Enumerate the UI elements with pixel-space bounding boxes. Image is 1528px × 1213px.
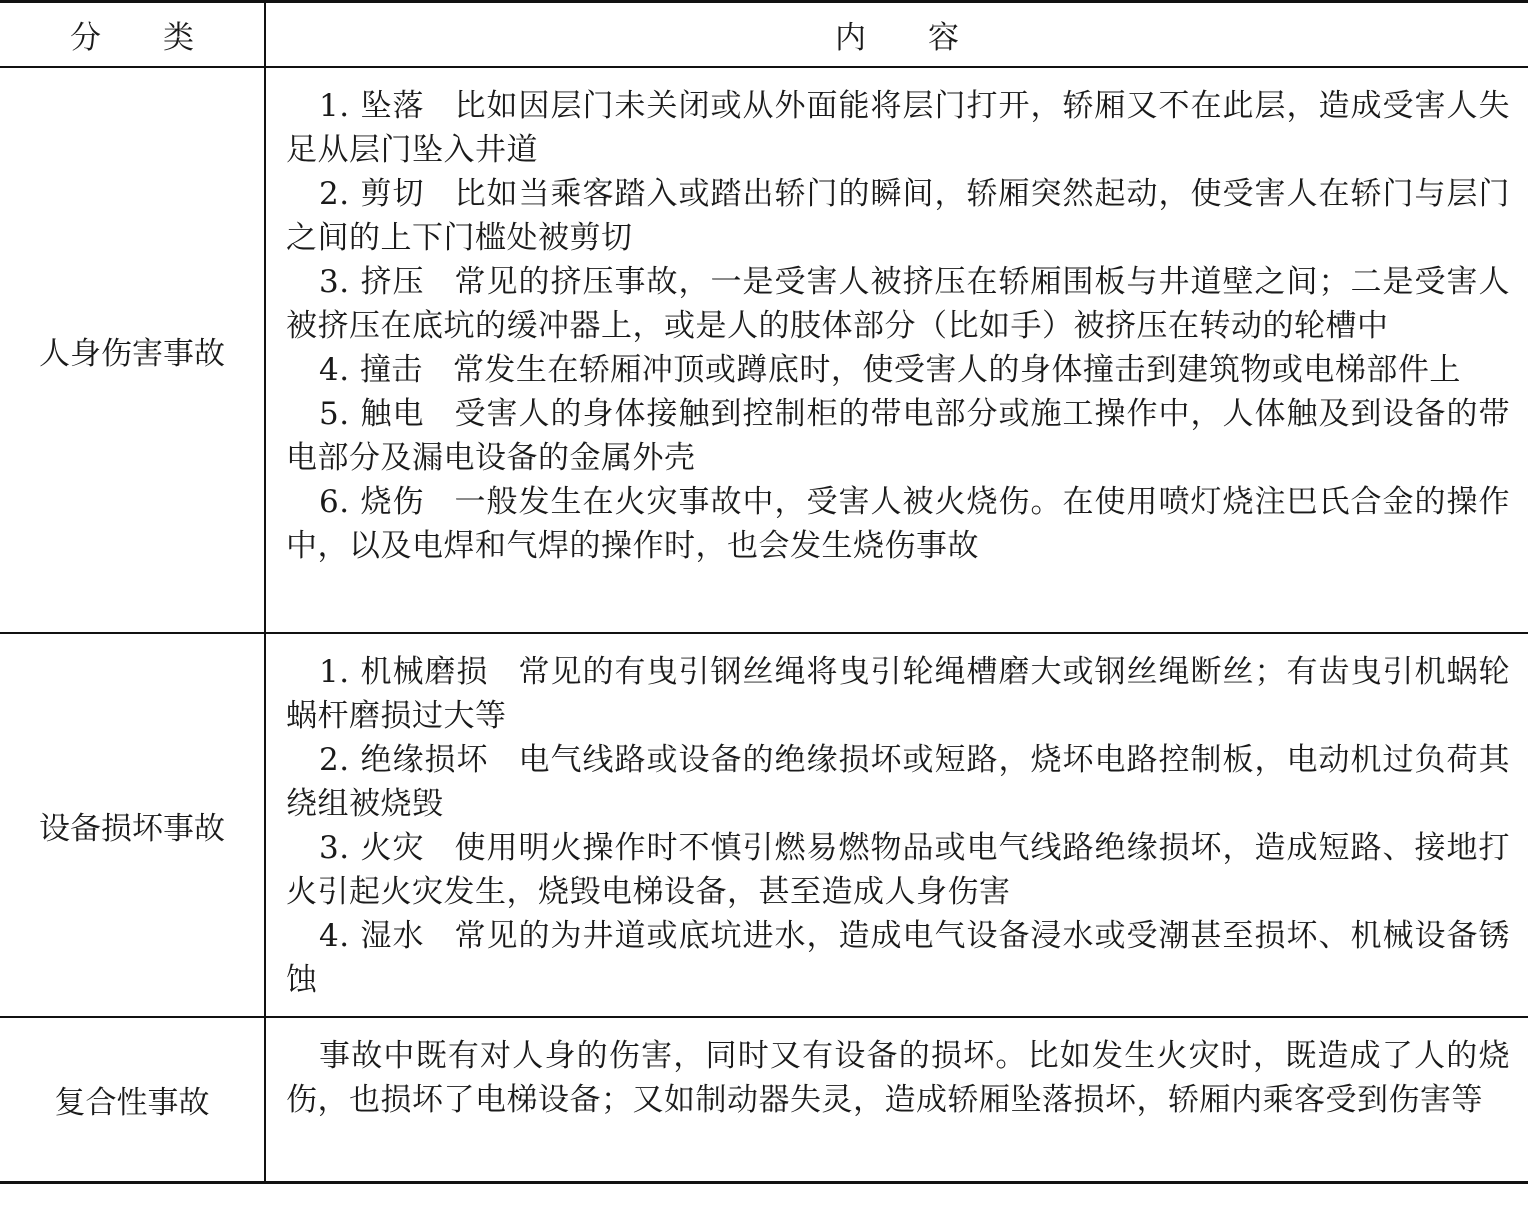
category-cell: 设备损坏事故	[0, 633, 265, 1017]
category-cell: 人身伤害事故	[0, 67, 265, 633]
item-text: 常见的为井道或底坑进水，造成电气设备浸水或受潮甚至损坏、机械设备锈蚀	[286, 918, 1511, 998]
list-item	[286, 650, 1510, 738]
item-term: 火灾	[360, 830, 425, 866]
item-term: 剪切	[360, 176, 425, 212]
item-text: 一般发生在火灾事故中，受害人被火烧伤。在使用喷灯烧注巴氏合金的操作中，以及电焊和气焊的操作时，也会发生烧伤事故	[286, 484, 1511, 564]
category-cell: 复合性事故	[0, 1017, 265, 1182]
header-category-char1: 分	[70, 20, 101, 56]
list-item	[286, 84, 1510, 172]
header-category-char2: 类	[163, 20, 194, 56]
item-number: 2.	[319, 742, 350, 778]
table-row	[0, 1017, 1528, 1182]
item-text: 受害人的身体接触到控制柜的带电部分或施工操作中，人体触及到设备的带电部分及漏电设备的金属外壳	[286, 396, 1511, 476]
item-text: 常见的有曳引钢丝绳将曳引轮绳槽磨大或钢丝绳断丝；有齿曳引机蜗轮蜗杆磨损过大等	[286, 654, 1511, 734]
item-text: 使用明火操作时不慎引燃易燃物品或电气线路绝缘损坏，造成短路、接地打火引起火灾发生，烧毁电梯设备，甚至造成人身伤害	[286, 830, 1511, 910]
item-text: 比如因层门未关闭或从外面能将层门打开，轿厢又不在此层，造成受害人失足从层门坠入井道	[286, 88, 1511, 168]
table-row	[0, 67, 1528, 633]
item-term: 烧伤	[360, 484, 425, 520]
list-item	[286, 914, 1510, 1002]
item-term: 撞击	[359, 352, 423, 388]
paragraph: 事故中既有对人身的伤害，同时又有设备的损坏。比如发生火灾时，既造成了人的烧伤，也损坏了电梯设备；又如制动器失灵，造成轿厢坠落损坏，轿厢内乘客受到伤害等	[286, 1038, 1510, 1118]
item-number: 1.	[319, 654, 350, 690]
item-number: 3.	[319, 264, 350, 300]
item-text: 常发生在轿厢冲顶或蹲底时，使受害人的身体撞击到建筑物或电梯部件上	[452, 352, 1461, 388]
header-category	[0, 2, 265, 68]
list-item	[286, 392, 1510, 480]
list-item	[286, 480, 1510, 568]
item-number: 3.	[319, 830, 350, 866]
item-number: 4.	[319, 918, 350, 954]
item-number: 5.	[319, 396, 350, 432]
list-item	[286, 172, 1510, 260]
list-item	[286, 348, 1510, 392]
item-text: 常见的挤压事故，一是受害人被挤压在轿厢围板与井道壁之间；二是受害人被挤压在底坑的缓冲器上，或是人的肢体部分（比如手）被挤压在转动的轮槽中	[286, 264, 1511, 344]
item-number: 2.	[319, 176, 350, 212]
item-number: 4.	[319, 352, 350, 388]
item-term: 湿水	[360, 918, 425, 954]
header-content-char2: 容	[928, 20, 959, 56]
list-item	[286, 738, 1510, 826]
item-term: 坠落	[360, 88, 425, 124]
item-number: 6.	[319, 484, 350, 520]
item-text: 电气线路或设备的绝缘损坏或短路，烧坏电路控制板，电动机过负荷其绕组被烧毁	[286, 742, 1511, 822]
table-row	[0, 633, 1528, 1017]
table-header-row	[0, 2, 1528, 68]
header-content	[265, 2, 1528, 68]
content-cell	[265, 1017, 1528, 1182]
item-term: 挤压	[360, 264, 425, 300]
item-text: 比如当乘客踏入或踏出轿门的瞬间，轿厢突然起动，使受害人在轿门与层门之间的上下门槛处被剪切	[286, 176, 1511, 256]
header-content-char1: 内	[835, 20, 866, 56]
content-cell	[265, 67, 1528, 633]
item-term: 绝缘损坏	[360, 742, 489, 778]
item-term: 触电	[360, 396, 425, 432]
item-number: 1.	[319, 88, 350, 124]
item-term: 机械磨损	[360, 654, 489, 690]
list-item	[286, 260, 1510, 348]
content-cell	[265, 633, 1528, 1017]
list-item	[286, 826, 1510, 914]
